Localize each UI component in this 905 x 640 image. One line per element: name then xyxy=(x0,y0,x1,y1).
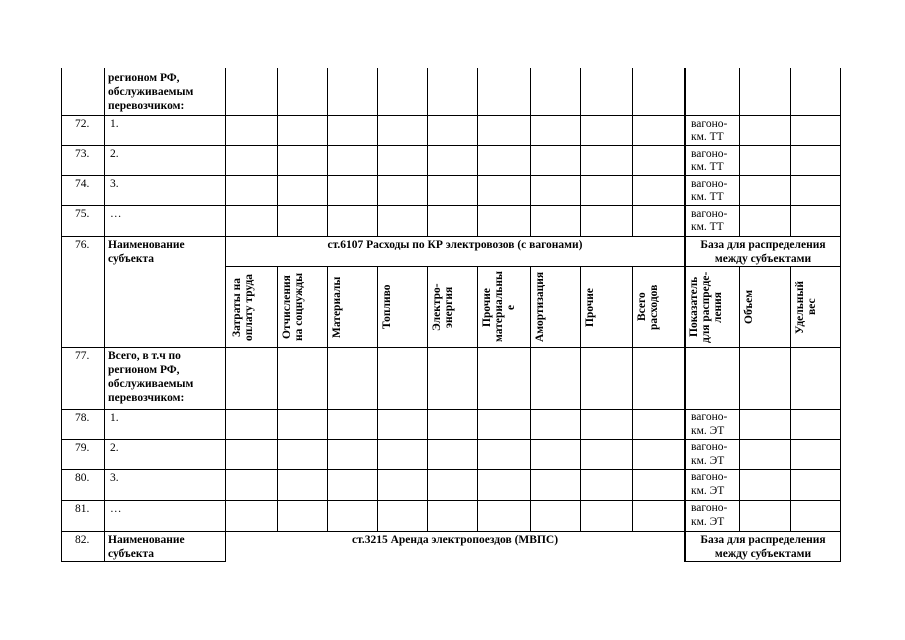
row-unit: вагоно- xyxy=(691,208,728,220)
column-header: Всего расходов xyxy=(636,284,660,330)
continuation-line: обслуживаемым xyxy=(108,86,194,98)
row-unit: вагоно- xyxy=(691,441,728,453)
row-number: 76. xyxy=(75,239,90,251)
row-number: 77. xyxy=(75,350,90,362)
column-header: Объем xyxy=(743,289,755,325)
row-number: 81. xyxy=(75,503,90,515)
base-header: между субъектами xyxy=(714,548,812,560)
row-number: 73. xyxy=(75,148,90,160)
row-subject: 2. xyxy=(110,148,119,160)
total-label: Всего, в т.ч по xyxy=(108,350,181,362)
column-header: Затраты на оплату труда xyxy=(231,273,255,341)
row-number: 80. xyxy=(75,472,90,484)
row-unit: вагоно- xyxy=(691,502,728,514)
row-unit: км. ТТ xyxy=(691,191,724,203)
column-header: Удельный вес xyxy=(794,280,818,334)
column-header: Показатель для распреде- ления xyxy=(688,271,724,343)
section-title: ст.6107 Расходы по КР электровозов (с вагонами) xyxy=(327,239,583,251)
row-unit: км. ТТ xyxy=(691,161,724,173)
row-subject: 2. xyxy=(110,442,119,454)
column-header: Отчисления на соцнужды xyxy=(281,272,305,342)
row-number: 82. xyxy=(75,534,90,546)
total-label: обслуживаемым xyxy=(108,378,194,390)
total-label: перевозчиком: xyxy=(108,392,185,404)
row-unit: км. ТТ xyxy=(691,131,724,143)
column-header: Амортизация xyxy=(534,271,546,343)
subject-header: Наименование xyxy=(108,534,185,546)
row-unit: км. ЭТ xyxy=(691,425,725,437)
row-number: 78. xyxy=(75,412,90,424)
row-unit: км. ЭТ xyxy=(691,516,725,528)
row-subject: … xyxy=(110,208,122,220)
row-subject: 3. xyxy=(110,472,119,484)
base-header: между субъектами xyxy=(714,253,812,265)
continuation-line: перевозчиком: xyxy=(108,100,185,112)
row-unit: вагоно- xyxy=(691,411,728,423)
row-number: 74. xyxy=(75,178,90,190)
subject-header: субъекта xyxy=(108,253,154,265)
row-unit: вагоно- xyxy=(691,118,728,130)
section-title: ст.3215 Аренда электропоездов (МВПС) xyxy=(351,534,559,546)
continuation-line: регионом РФ, xyxy=(108,72,180,84)
row-unit: км. ЭТ xyxy=(691,485,725,497)
column-header: Материалы xyxy=(331,276,343,338)
base-header: База для распределения xyxy=(700,534,826,546)
subject-header: Наименование xyxy=(108,239,185,251)
row-subject: 3. xyxy=(110,178,119,190)
row-unit: вагоно- xyxy=(691,148,728,160)
row-subject: 1. xyxy=(110,412,119,424)
row-unit: вагоно- xyxy=(691,471,728,483)
column-header: Прочие xyxy=(584,287,596,327)
column-header: Электро- энергия xyxy=(431,283,455,331)
row-subject: 1. xyxy=(110,118,119,130)
row-number: 72. xyxy=(75,118,90,130)
row-subject: … xyxy=(110,503,122,515)
column-header: Топливо xyxy=(381,284,393,330)
column-header: Прочие материальны е xyxy=(481,271,517,343)
row-number: 79. xyxy=(75,442,90,454)
row-unit: км. ТТ xyxy=(691,221,724,233)
row-number: 75. xyxy=(75,208,90,220)
row-unit: вагоно- xyxy=(691,178,728,190)
total-label: регионом РФ, xyxy=(108,364,180,376)
row-unit: км. ЭТ xyxy=(691,455,725,467)
subject-header: субъекта xyxy=(108,548,154,560)
base-header: База для распределения xyxy=(700,239,826,251)
